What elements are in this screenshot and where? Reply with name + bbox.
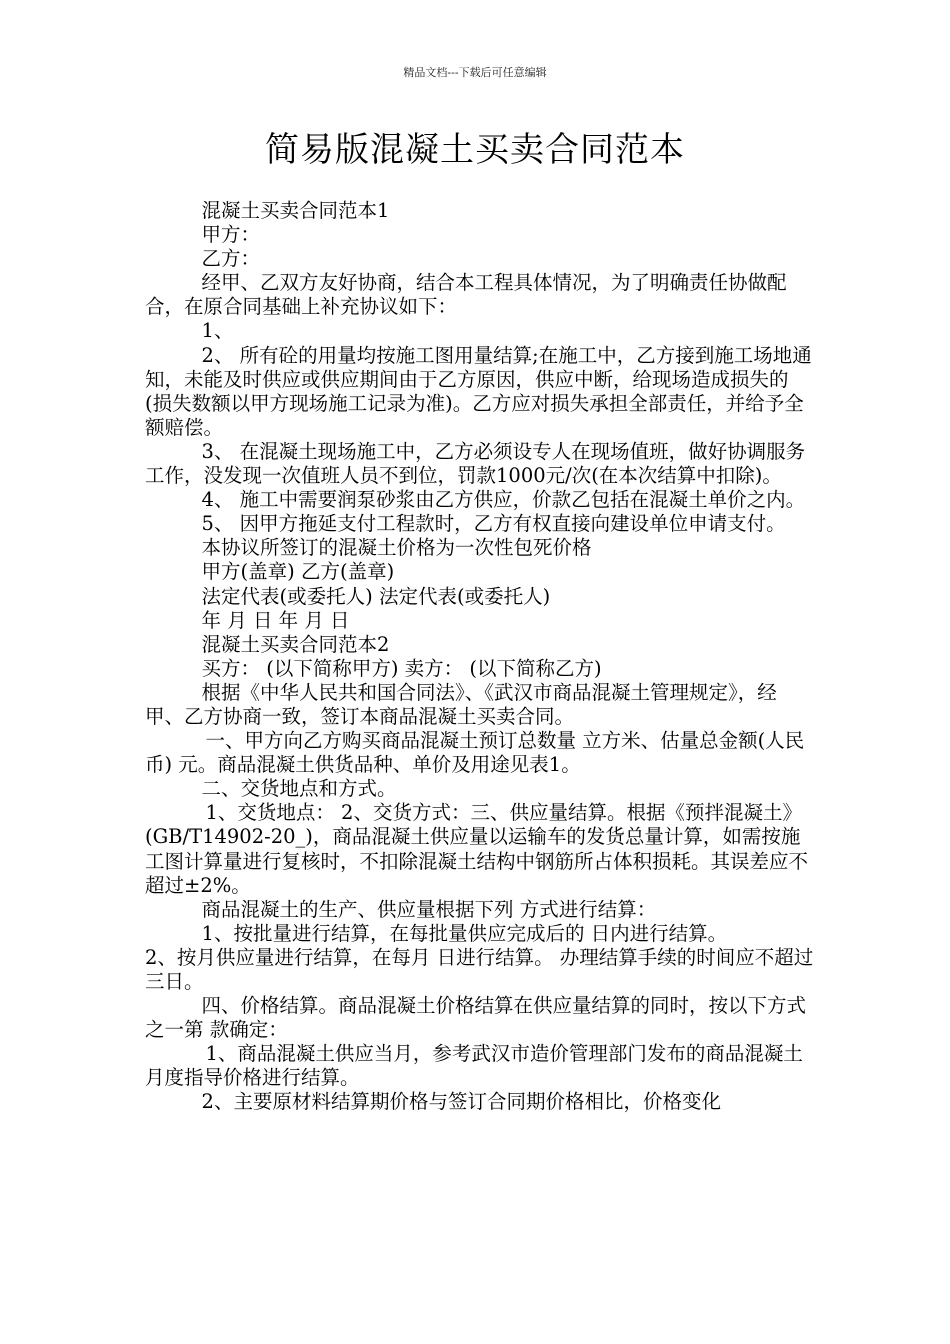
paragraph: 甲方：: [201, 223, 261, 247]
paragraph: 1、按批量进行结算，在每批量供应完成后的 日内进行结算。: [201, 921, 728, 945]
paragraph: 四、价格结算。商品混凝土价格结算在供应量结算的同时，按以下方式之一第 款确定：: [145, 994, 807, 1042]
paragraph: 一、甲方向乙方购买商品混凝土预订总数量 立方米、估量总金额(人民币) 元。商品混凝土供货品种、单价及用途见表1。: [145, 729, 805, 777]
paragraph: 经甲、乙双方友好协商，结合本工程具体情况，为了明确责任协做配合，在原合同基础上补充协议如下：: [145, 271, 787, 319]
paragraph: 本协议所签订的混凝土价格为一次性包死价格: [201, 536, 592, 560]
paragraph: 5、 因甲方拖延支付工程款时，乙方有权直接向建设单位申请支付。: [201, 512, 786, 536]
paragraph: 买方： (以下简称甲方) 卖方： (以下简称乙方): [201, 656, 602, 680]
paragraph: 3、 在混凝土现场施工中，乙方必须设专人在现场值班，做好协调服务工作，没发现一次值班人员不到位，罚款1000元/次(在本次结算中扣除)。: [145, 439, 806, 488]
paragraph: 1、: [201, 319, 234, 343]
paragraph: 1、交货地点： 2、交货方式：三、供应量结算。根据《预拌混凝土》(GB/T14902-20_)，商品混凝土供应量以运输车的发货总量计算，如需按施工图计算量进行复核时，不扣除混凝土结构中钢筋所占体积损耗。其误差应不超过±2%。: [145, 801, 809, 897]
paragraph: 甲方(盖章) 乙方(盖章): [201, 560, 395, 584]
paragraph: 2、按月供应量进行结算，在每月 日进行结算。 办理结算手续的时间应不超过三日。: [145, 945, 814, 993]
paragraph: 二、交货地点和方式。: [201, 777, 397, 801]
paragraph: 2、 所有砼的用量均按施工图用量结算;在施工中，乙方接到施工场地通知，未能及时供应或供应期间由于乙方原因，供应中断，给现场造成损失的(损失数额以甲方现场施工记录为准)。乙方应对损失承担全部责任，并给予全额赔偿。: [145, 343, 812, 439]
paragraph: 根据《中华人民共和国合同法》、《武汉市商品混凝土管理规定》，经甲、乙方协商一致，签订本商品混凝土买卖合同。: [145, 680, 777, 728]
paragraph: 混凝土买卖合同范本1: [201, 199, 390, 222]
paragraph: 2、主要原材料结算期价格与签订合同期价格相比，价格变化: [201, 1090, 721, 1114]
document-title: 简易版混凝土买卖合同范本: [265, 130, 685, 170]
document-body: [145, 199, 815, 1115]
paragraph: 商品混凝土的生产、供应量根据下列 方式进行结算：: [201, 897, 657, 921]
paragraph: 混凝土买卖合同范本2: [201, 632, 390, 656]
paragraph: 4、 施工中需要润泵砂浆由乙方供应，价款乙包括在混凝土单价之内。: [201, 488, 806, 512]
paragraph: 法定代表(或委托人) 法定代表(或委托人): [201, 584, 551, 608]
paragraph: 年 月 日 年 月 日: [201, 608, 350, 632]
header-note: 精品文档---下载后可任意编辑: [403, 66, 547, 79]
paragraph: 1、商品混凝土供应当月，参考武汉市造价管理部门发布的商品混凝土月度指导价格进行结算。: [145, 1042, 803, 1090]
paragraph: 乙方：: [201, 247, 261, 271]
